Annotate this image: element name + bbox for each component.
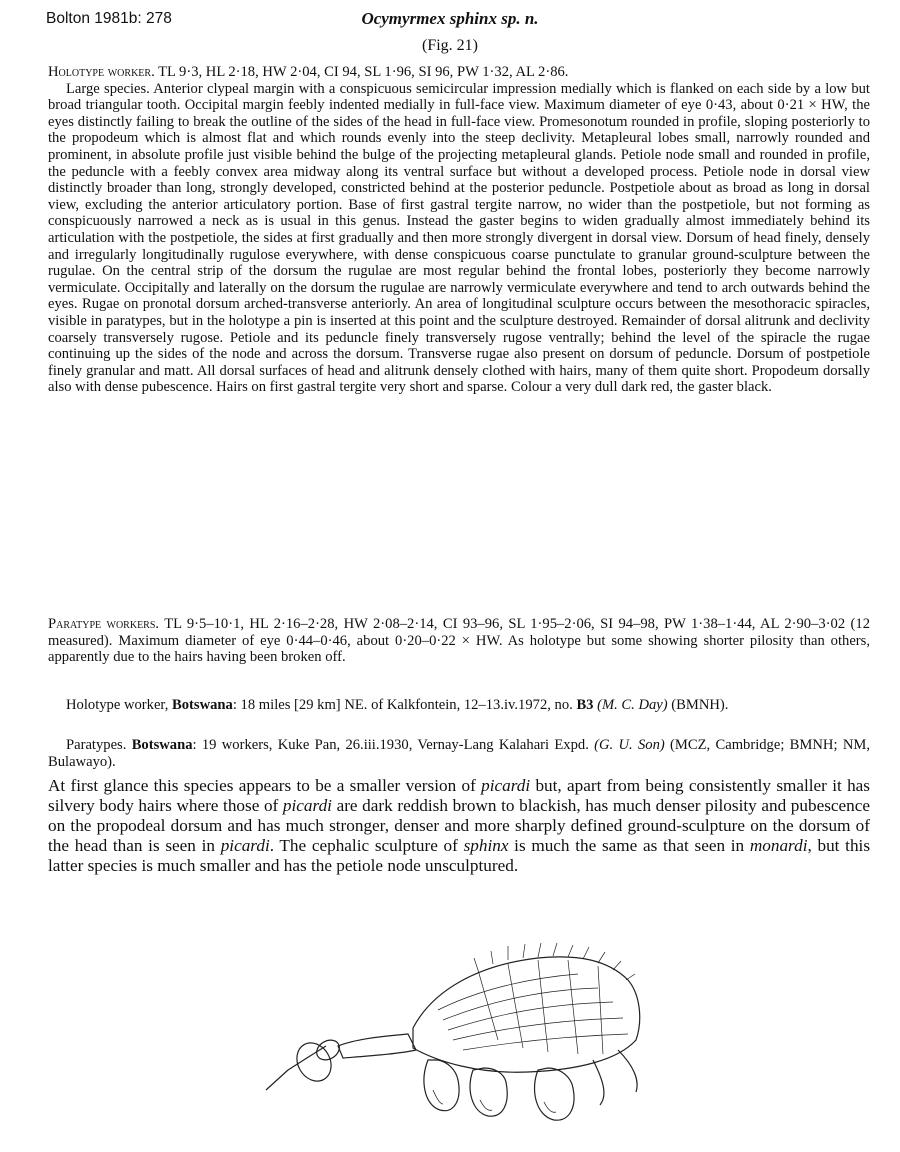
citation: Bolton 1981b: 278 [46, 10, 172, 27]
holotype-measurement-values: TL 9·3, HL 2·18, HW 2·04, CI 94, SL 1·96, SI 96, PW 1·32, AL 2·86. [154, 64, 569, 80]
dorsal-hairs [474, 943, 635, 980]
material-paratypes-prefix: Paratypes. [66, 737, 132, 753]
material-holotype-number: B3 [576, 697, 594, 713]
paratype-section [48, 616, 870, 666]
material-paratypes-text: : 19 workers, Kuke Pan, 26.iii.1930, Vernay-Lang Kalahari Expd. [192, 737, 595, 753]
holotype-label: Holotype worker. [48, 64, 155, 80]
ant-illustration [248, 930, 668, 1130]
paratype-label: Paratype workers. [48, 616, 160, 632]
discussion-text-2: but, apart from being consistently smaller it has silvery body hairs where those of [48, 776, 870, 815]
holotype-measurements [48, 64, 870, 81]
material-paratypes-paragraph [48, 737, 870, 770]
alitrunk [413, 957, 640, 1072]
discussion-species-5: monardi [749, 836, 808, 855]
leg-stubs [593, 1050, 637, 1105]
mid-coxa [470, 1068, 507, 1116]
holotype-section [48, 64, 870, 396]
material-holotype-prefix: Holotype worker, [66, 697, 173, 713]
figure-reference: (Fig. 21) [422, 37, 478, 54]
material-paratypes-depository: (MCZ, Cambridge; BMNH; NM, Bulawayo). [48, 737, 870, 770]
front-coxa [424, 1060, 459, 1111]
antenna-club [290, 1037, 338, 1088]
discussion-text-3: are dark reddish brown to blackish, has much denser pilosity and pubescence on the propodeal dorsum and has much stronger, denser and more sharply defined ground-sculpture on the dorsum of the head than is seen in [48, 796, 870, 855]
material-holotype-depository: (BMNH). [667, 697, 729, 713]
discussion-text-6: , but this latter species is much smaller and has the petiole node unsculptured. [48, 836, 871, 875]
discussion-text-4: . The cephalic sculpture of [269, 836, 464, 855]
material-paratypes [48, 737, 870, 770]
discussion-text-5: is much the same as that seen in [508, 836, 750, 855]
petiole [338, 1034, 416, 1058]
material-holotype-country: Botswana [172, 697, 233, 713]
species-title [0, 9, 900, 29]
discussion-species-2: picardi [282, 796, 332, 815]
material-holotype-paragraph [48, 697, 870, 714]
material-paratypes-collector: (G. U. Son) [594, 737, 665, 753]
material-holotype-text: : 18 miles [29 km] NE. of Kalkfontein, 12–13.iv.1972, no. [232, 697, 577, 713]
discussion-paragraph [48, 776, 870, 876]
ant-profile-drawing [248, 930, 668, 1130]
discussion-species-4: sphinx [463, 836, 509, 855]
holotype-description: Large species. Anterior clypeal margin with a conspicuous semicircular impression medially which is flanked on each side by a low but broad triangular tooth. Occipital margin feebly indented medially in full-face view. Maximum diameter of eye 0·43, about 0·21 × HW, the eyes distinctly failing to break the outline of the sides of the head in full-face view. Promesonotum rounded in profile, sloping posteriorly to the propodeum which is almost flat and which rounds evenly into the steep declivity. Metapleural lobes small, narrowly rounded and prominent, in absolute profile just visible behind the bulge of the projecting metapleural glands. Petiole node small and rounded in profile, the peduncle with a feebly convex area midway along its ventral surface but without a developed process. Petiole node in dorsal view distinctly broader than long, strongly developed, constricted behind at the posterior peduncle. Postpetiole about as broad as long in dorsal view, excluding the anterior articulatory portion. Base of first gastral tergite narrow, no wider than the postpetiole, but not forming as conspicuously narrowed a neck as is usual in this genus. Instead the gaster begins to widen gradually almost immediately behind its articulation with the postpetiole, the sides at first gradually and then more strongly divergent in dorsal view. Dorsum of head finely, densely and irregularly longitudinally rugulose everywhere, with dense conspicuous coarse punctulate to granular ground-sculpture between the rugulae. On the central strip of the dorsum the rugulae are most regular behind the frontal lobes, posteriorly they become narrowly vermiculate. Occipitally and laterally on the dorsum the rugulae are narrowly vermiculate everywhere and tend to arch outwards behind the eyes. Rugae on pronotal dorsum arched-transverse anteriorly. An area of longitudinal sculpture occurs between the mesothoracic spiracles, visible in paratypes, but in the holotype a pin is inserted at this point and the sculpture destroyed. Remainder of dorsal alitrunk and declivity coarsely transversely rugose. Petiole and its peduncle finely transversely rugose ventrally; behind the level of the spiracle the rugae continuing up the sides of the node and across the dorsum. Transverse rugae also present on dorsum of peduncle. Dorsum of postpetiole finely granular and matt. All dorsal surfaces of head and alitrunk densely clothed with hairs, many of them quite short. Propodeum dorsally also with dense pubescence. Hairs on first gastral tergite very short and sparse. Colour a very dull dark red, the gaster black. [48, 80, 870, 396]
material-holotype [48, 697, 870, 714]
material-paratypes-country: Botswana [131, 737, 193, 753]
discussion-section [48, 776, 870, 876]
paratype-text: TL 9·5–10·1, HL 2·16–2·28, HW 2·08–2·14, CI 93–96, SL 1·95–2·06, SI 94–98, PW 1·38–1·44, AL 2·90–3·02 (12 measured). Maximum diameter of eye 0·44–0·46, about 0·20–0·22 × HW. As holotype but some showing shorter pilosity than others, apparently due to the hairs having been broken off. [48, 616, 870, 666]
discussion-species-1: picardi [481, 776, 531, 795]
discussion-text-1: At first glance this species appears to be a smaller version of [48, 776, 482, 795]
material-holotype-collector: (M. C. Day) [593, 697, 668, 713]
sculpture-lines [438, 960, 628, 1054]
species-suffix: sp. n. [496, 9, 539, 28]
paratype-paragraph [48, 616, 870, 666]
species-name: Ocymyrmex sphinx [361, 9, 497, 28]
discussion-species-3: picardi [220, 836, 270, 855]
